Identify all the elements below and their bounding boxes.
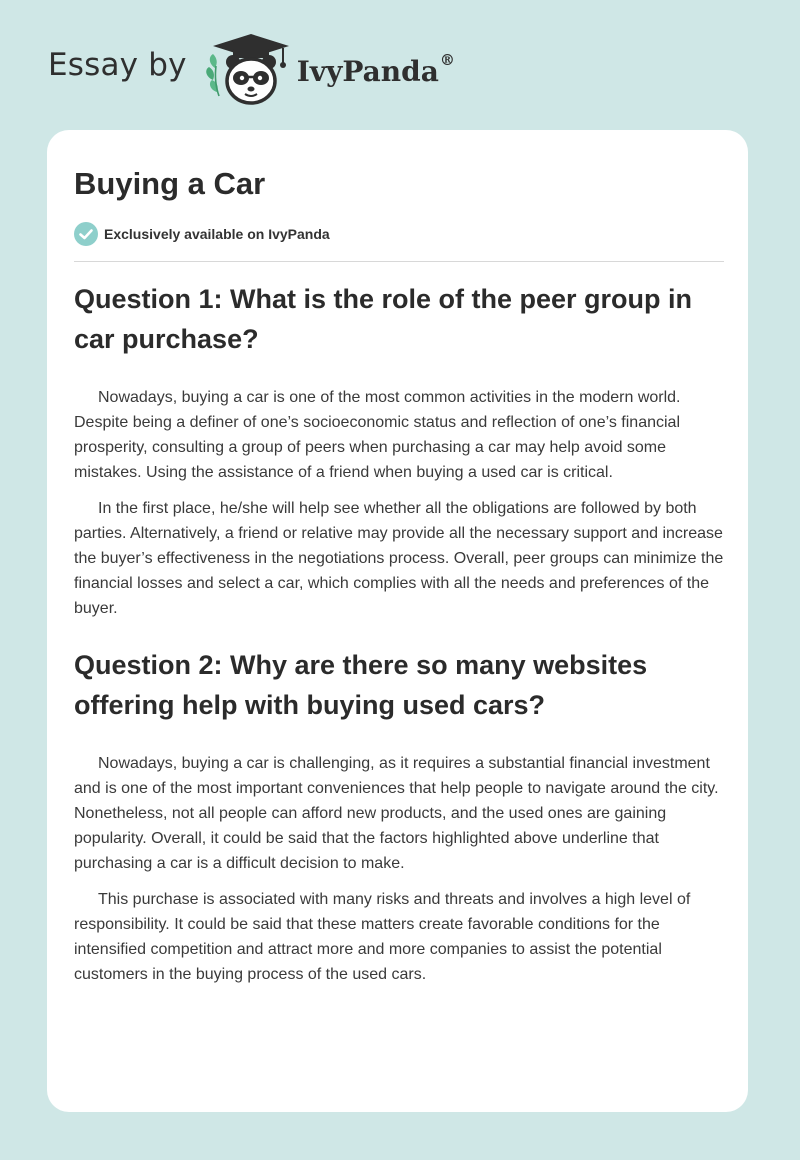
- page-title: Buying a Car: [74, 166, 266, 201]
- registered-mark: ®: [439, 50, 455, 69]
- brand-name: IvyPanda®: [296, 50, 455, 88]
- panda-graduate-icon: [203, 30, 293, 110]
- section-1-paragraph-2: In the first place, he/she will help see whether all the obligations are followed by both parties. Alternatively, a friend or relative may provide all the necessary support and increase the buyer’s effectiveness in the negotiations process. Overall, peer groups can minimize the financial losses and select a car, which complies with all the needs and preferences of the buyer.: [74, 500, 724, 617]
- essay-card: [47, 130, 748, 1112]
- title-divider: [74, 261, 724, 262]
- essay-body: [74, 279, 724, 998]
- section-2-paragraph-1: Nowadays, buying a car is challenging, as it requires a substantial financial investment and is one of the most important conveniences that help people to navigate around the city. Nonetheless, not all people can afford new products, and the used ones are gaining popularity. Overall, it could be said that the factors highlighted above underline that purchasing a car is a difficult decision to make.: [74, 755, 719, 872]
- check-circle-icon: [74, 222, 98, 246]
- exclusive-badge-label: Exclusively available on IvyPanda: [104, 226, 330, 242]
- section-heading-2: Question 2: Why are there so many websites offering help with buying used cars?: [74, 650, 648, 720]
- exclusive-badge: [74, 222, 330, 246]
- section-heading-1: Question 1: What is the role of the peer group in car purchase?: [74, 284, 693, 354]
- site-header: [48, 30, 455, 110]
- section-2-paragraph-2: This purchase is associated with many risks and threats and involves a high level of responsibility. It could be said that these matters create favorable conditions for the intensified competition and attract more and more companies to assist the potential customers in the buying process of the used cars.: [74, 891, 691, 983]
- section-1-paragraph-1: Nowadays, buying a car is one of the most common activities in the modern world. Despite being a definer of one’s socioeconomic status and reflection of one’s financial prosperity, consulting a group of peers when purchasing a car may help avoid some mistakes. Using the assistance of a friend when buying a used car is critical.: [74, 389, 681, 481]
- essay-by-label: Essay by: [48, 47, 187, 83]
